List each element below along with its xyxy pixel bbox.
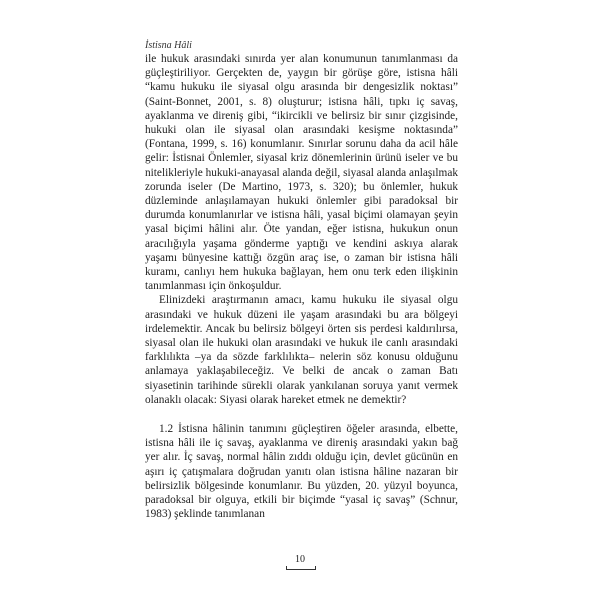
page-number <box>286 554 314 570</box>
section-gap <box>145 407 458 422</box>
paragraph-2: Elinizdeki araştırmanın amacı, kamu hukuku ile siyasal olgu arasındaki ve hukuk düzeni ile yaşam arasındaki bu ara bölgeyi irdelemektir. Ancak bu belirsiz bölgeyi örten sis perdesi kaldırılırsa, siyasal olan ile hukuki olan arasındaki ve hukuk ile canlı arasındaki farklılıkta –ya da sözde farklılıkta– nelerin söz konusu olduğunu anlamaya yaklaşabileceğiz. Ve belki de ancak o zaman Batı siyasetinin tarihinde sürekli olarak yankılanan soruya yanıt vermek olanaklı olacak: Siyasi olarak hareket etmek ne demektir? <box>145 294 458 406</box>
paragraph-1: ile hukuk arasındaki sınırda yer alan konumunun tanımlanması da güçleştiriliyor. Gerçekten de, yaygın bir görüşe göre, istisna hâli “kamu hukuku ile siyasal olgu arasında bir dengesizlik noktası” (Saint-Bonnet, 2001, s. 8) oluşturur; istisna hâli, tıpkı iç savaş, ayaklanma ve direniş gibi, “ikircikli ve belirsiz bir sınır çizgisinde, hukuki olan ile siyasal olan arasındaki kesişme noktasında” (Fontana, 1999, s. 16) konumlanır. Sınırlar sorunu daha da acil hâle gelir: İstisnai Önlemler, siyasal kriz dönemlerinin ürünü iseler ve bu nitelikleriyle hukuki-anayasal alanda değil, siyasal alanda anlaşılmak zorunda iseler (De Martino, 1973, s. 320); bu önlemler, hukuk düzleminde anlaşılamayan hukuki önlemler gibi paradoksal bir durumda konumlanırlar ve istisna hâli, yasal biçimi olamayan şeyin yasal biçimi hâlini alır. Öte yandan, eğer istisna, hukukun onun aracılığıyla yaşama gönderme yaptığı ve kendini askıya alarak yaşamı bünyesine kattığı özgün araç ise, o zaman bir istisna hâli kuramı, canlıyı hem hukuka bağlayan, hem onu terk eden ilişkinin tanımlanması için önkoşuldur. <box>145 53 458 293</box>
page-number-value: 10 <box>295 554 305 565</box>
running-title: İstisna Hâli <box>145 40 192 51</box>
page-number-rule <box>286 566 316 570</box>
paragraph-3: 1.2 İstisna hâlinin tanımını güçleştiren öğeler arasında, elbette, istisna hâli ile iç savaş, ayaklanma ve direniş arasındaki yakın bağ yer alır. İç savaş, normal hâlin zıddı olduğu için, devlet gücünün en aşırı iç çatışmalara doğrudan yanıtı olan istisna hâline nazaran bir belirsizlik bölgesinde konumlanır. Bu yüzden, 20. yüzyıl boyunca, paradoksal bir olguya, etkili bir biçimde “yasal iç savaş” (Schnur, 1983) şeklinde tanımlanan <box>145 423 458 521</box>
body-text <box>145 52 458 522</box>
